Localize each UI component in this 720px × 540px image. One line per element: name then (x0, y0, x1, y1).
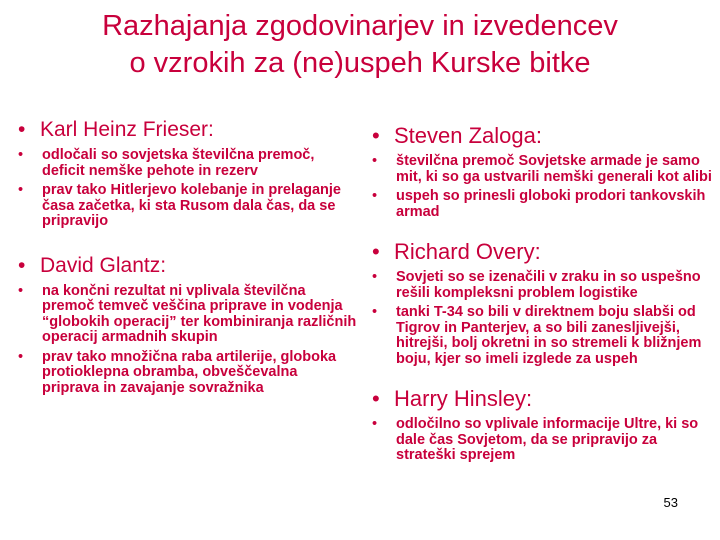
bullet-icon: • (18, 182, 24, 198)
point-text: tanki T-34 so bili v direktnem boju slabši od Tigrov in Panterjev, a so bili zanesljivejši, hitrejši, bolj okretni in so stremeli k bližnjem boju, kjer so imeli izglede za uspeh (396, 304, 702, 367)
bullet-icon: • (18, 147, 24, 163)
point-text: odločilno so vplivale informacije Ultre, ki so dale čas Sovjetom, da se pripravijo za strateški sprejem (396, 416, 699, 463)
bullet-icon: • (372, 123, 380, 148)
author-name: Richard Overy: (394, 239, 541, 264)
page-number: 53 (663, 495, 678, 510)
section-heading (372, 387, 712, 411)
list-item (18, 148, 358, 179)
list-item (18, 284, 358, 346)
list-item (18, 350, 358, 397)
point-list (372, 417, 712, 464)
list-item (372, 154, 712, 185)
point-text: uspeh so prinesli globoki prodori tankovskih armad (396, 188, 706, 220)
bullet-icon: • (18, 348, 24, 365)
slide-title-line-1: Razhajanja zgodovinarjev in izvedencev (102, 10, 618, 42)
author-name: Karl Heinz Frieser: (40, 118, 214, 141)
bullet-icon: • (372, 386, 380, 411)
section-heading (372, 124, 712, 148)
section-frieser (18, 118, 358, 230)
section-overy (372, 240, 712, 367)
point-text: Sovjeti so se izenačili v zraku in so uspešno rešili kompleksni problem logistike (396, 269, 701, 301)
section-glantz (18, 254, 358, 397)
list-item (372, 270, 712, 301)
bullet-icon: • (372, 269, 378, 285)
point-text: odločali so sovjetska številčna premoč, deficit nemške pehote in rezerv (42, 147, 315, 179)
point-list (372, 270, 712, 367)
point-text: številčna premoč Sovjetske armade je samo mit, ki so ga ustvarili nemški generali kot alibi (396, 153, 712, 185)
bullet-icon: • (18, 118, 26, 141)
list-item (18, 183, 358, 230)
section-heading (18, 254, 358, 278)
bullet-icon: • (18, 253, 26, 277)
bullet-icon: • (372, 188, 378, 204)
bullet-icon: • (18, 282, 24, 299)
author-name: Steven Zaloga: (394, 123, 542, 148)
section-zaloga (372, 124, 712, 220)
point-text: prav tako množična raba artilerije, globoka protioklepna obramba, obveščevalna priprava in zavajanje sovražnika (42, 348, 337, 396)
list-item (372, 305, 712, 367)
bullet-icon: • (372, 416, 378, 432)
list-item (372, 189, 712, 220)
slide-title-line-2: o vzrokih za (ne)uspeh Kurske bitke (129, 47, 591, 79)
bullet-icon: • (372, 239, 380, 264)
left-column (18, 118, 358, 400)
point-text: na končni rezultat ni vplivala številčna premoč temveč veščina priprave in vodenja “globokih operacij” ter kombiniranja različnih operacij armadnih skupin (42, 282, 357, 345)
section-heading (18, 118, 358, 142)
author-name: David Glantz: (40, 253, 167, 277)
point-list (372, 154, 712, 220)
point-text: prav tako Hitlerjevo kolebanje in prelaganje časa začetka, ki sta Rusom dala čas, da se pripravijo (42, 182, 341, 229)
point-list (18, 148, 358, 230)
section-heading (372, 240, 712, 264)
bullet-icon: • (372, 304, 378, 320)
slide-title (0, 8, 720, 82)
right-column (372, 124, 712, 468)
bullet-icon: • (372, 153, 378, 169)
author-name: Harry Hinsley: (394, 386, 533, 411)
list-item (372, 417, 712, 464)
section-hinsley (372, 387, 712, 464)
point-list (18, 284, 358, 397)
